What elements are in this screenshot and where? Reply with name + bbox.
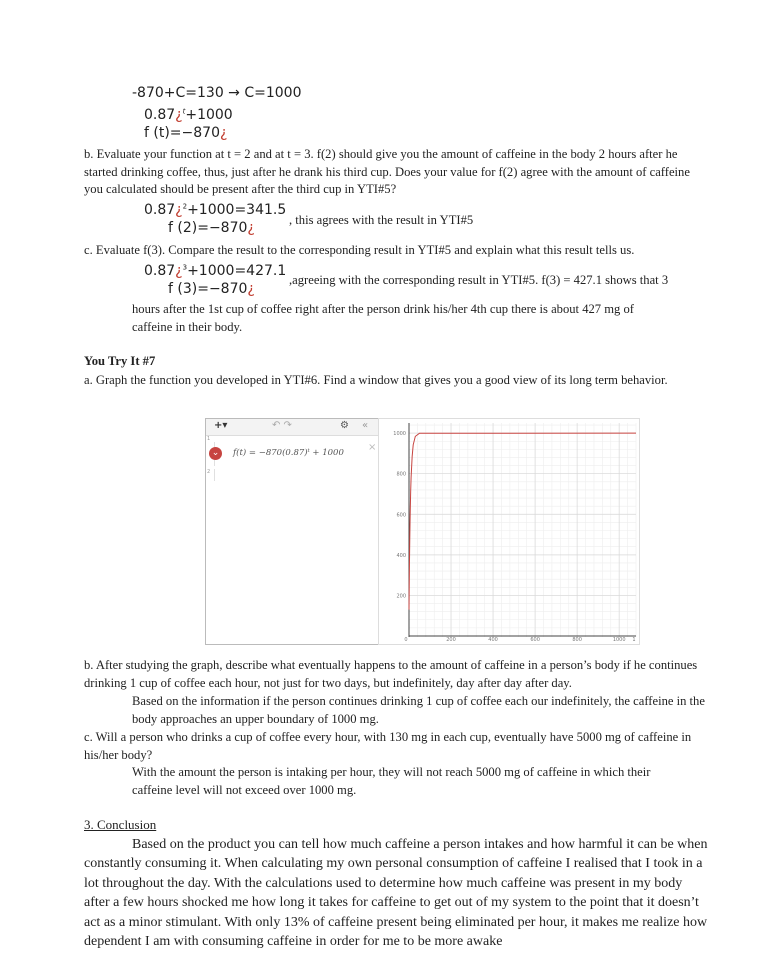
y-tick-label: 1000 bbox=[393, 431, 406, 438]
close-icon[interactable]: × bbox=[368, 442, 377, 453]
yti7-part-c-answer: With the amount the person is intaking per hour, they will not reach 5000 mg of caffeine in which their caffeine level will not exceed over 1000 mg. bbox=[132, 765, 651, 797]
yti7-part-c-question: c. Will a person who drinks a cup of coffee every hour, with 130 mg in each cup, eventually have 5000 mg of caffeine in his/her body? bbox=[84, 730, 692, 762]
part-b-eq2 bbox=[168, 220, 255, 236]
undo-icon[interactable]: ↶ ↷ bbox=[272, 420, 292, 431]
part-b-eq1 bbox=[144, 202, 286, 218]
y-tick-label: 400 bbox=[396, 552, 406, 559]
graph-plot-area[interactable] bbox=[378, 418, 640, 645]
equation-base: 0.87 bbox=[144, 107, 176, 123]
yti7-heading: You Try It #7 bbox=[84, 354, 156, 368]
gear-icon[interactable]: ⚙ bbox=[340, 420, 349, 431]
conclusion-heading: 3. Conclusion bbox=[84, 817, 157, 832]
y-tick-label: 600 bbox=[396, 512, 406, 519]
x-tick-label: 800 bbox=[572, 637, 582, 643]
equation-function-bottom bbox=[144, 125, 227, 141]
y-tick-label: 200 bbox=[396, 593, 406, 600]
part-c-comment: ,agreeing with the corresponding result in YTI#5. f(3) = 427.1 shows that 3 bbox=[289, 273, 669, 287]
function-curve bbox=[409, 433, 636, 609]
x-tick-label: 600 bbox=[530, 637, 540, 643]
yti7-part-b-question: b. After studying the graph, describe what eventually happens to the amount of caffeine in a person’s body if he continues drinking 1 cup of coffee each hour, not just for two days, but indefinitely, day after day after day. bbox=[84, 658, 698, 690]
equation-text: f (2)=−870 bbox=[168, 220, 248, 236]
function-color-icon[interactable]: ⌄ bbox=[209, 447, 222, 460]
expression-row[interactable] bbox=[206, 436, 379, 466]
equation-symbol: ¿ bbox=[247, 220, 255, 236]
graph-svg bbox=[379, 419, 639, 644]
x-tick-label: 200 bbox=[446, 637, 456, 643]
part-c-eq1 bbox=[144, 263, 286, 279]
equation-symbol: ¿ bbox=[247, 281, 255, 297]
add-expression-icon[interactable]: +▾ bbox=[214, 420, 228, 431]
equation-symbol: ¿ bbox=[175, 263, 183, 279]
yti7-part-a: a. Graph the function you developed in YTI#6. Find a window that gives you a good view of its long term behavior. bbox=[84, 373, 668, 387]
expression-toolbar bbox=[206, 419, 379, 436]
equation-exponent: 2 bbox=[182, 202, 188, 211]
x-tick-label: 1000 bbox=[612, 637, 626, 643]
equation-base: 0.87 bbox=[144, 202, 176, 218]
x-tick-label: 1 bbox=[632, 637, 636, 643]
equation-exponent: t bbox=[182, 107, 186, 116]
part-c-answer: hours after the 1st cup of coffee right after the person drink his/her 4th cup there is about 427 mg of caffeine in their body. bbox=[132, 302, 634, 334]
equation-text: f (t)=−870 bbox=[144, 125, 220, 141]
equation-constant: -870+C=130 → C=1000 bbox=[132, 85, 302, 101]
collapse-icon[interactable]: « bbox=[362, 420, 369, 431]
equation-tail: +1000 bbox=[185, 107, 233, 123]
expression-panel bbox=[205, 418, 379, 645]
x-tick-label: 400 bbox=[488, 637, 498, 643]
row-number bbox=[206, 469, 215, 481]
x-tick-label: 0 bbox=[404, 637, 408, 643]
part-c-question: c. Evaluate f(3). Compare the result to the corresponding result in YTI#5 and explain what this result tells us. bbox=[84, 243, 635, 257]
equation-base: 0.87 bbox=[144, 263, 176, 279]
conclusion-text bbox=[84, 835, 710, 951]
equation-tail: +1000=341.5 bbox=[187, 202, 287, 218]
equation-exponent: 3 bbox=[182, 263, 188, 272]
row-number-label: 2 bbox=[207, 469, 211, 475]
row-number-label: 1 bbox=[207, 436, 211, 442]
equation-function-top bbox=[144, 107, 233, 123]
equation-text: f (3)=−870 bbox=[168, 281, 248, 297]
y-tick-label: 800 bbox=[396, 471, 406, 478]
expression-input[interactable]: f(t) = −870(0.87)ᵗ + 1000 bbox=[233, 448, 344, 458]
part-c-eq2 bbox=[168, 281, 255, 297]
part-b-question: b. Evaluate your function at t = 2 and at t = 3. f(2) should give you the amount of caffeine in the body 2 hours after he started drinking coffee, thus, just after he drank his third cup. Does your value for f(2) agree with the amount of caffeine you calculated should be present after the third cup in YTI#5? bbox=[84, 147, 690, 196]
part-b-comment: , this agrees with the result in YTI#5 bbox=[289, 213, 474, 227]
equation-symbol: ¿ bbox=[175, 202, 183, 218]
equation-tail: +1000=427.1 bbox=[187, 263, 287, 279]
yti7-part-b-answer: Based on the information if the person continues drinking 1 cup of coffee each our indefinitely, the caffeine in the body approaches an upper boundary of 1000 mg. bbox=[132, 694, 705, 726]
equation-symbol: ¿ bbox=[175, 107, 183, 123]
equation-symbol: ¿ bbox=[219, 125, 228, 141]
conclusion-body: Based on the product you can tell how much caffeine a person intakes and how harmful it can be when constantly consuming it. When calculating my own personal consumption of caffeine I realised that I took in a lot throughout the day. With the calculations used to determine how much caffeine was present in my body after a few hours shocked me how long it takes for caffeine to get out of my system to the point that it doesn’t act as a minor stimulant. With only 13% of caffeine present being eliminated per hour, it makes me realize how dependent I am with consuming caffeine in order for me to be more awake bbox=[84, 837, 708, 950]
